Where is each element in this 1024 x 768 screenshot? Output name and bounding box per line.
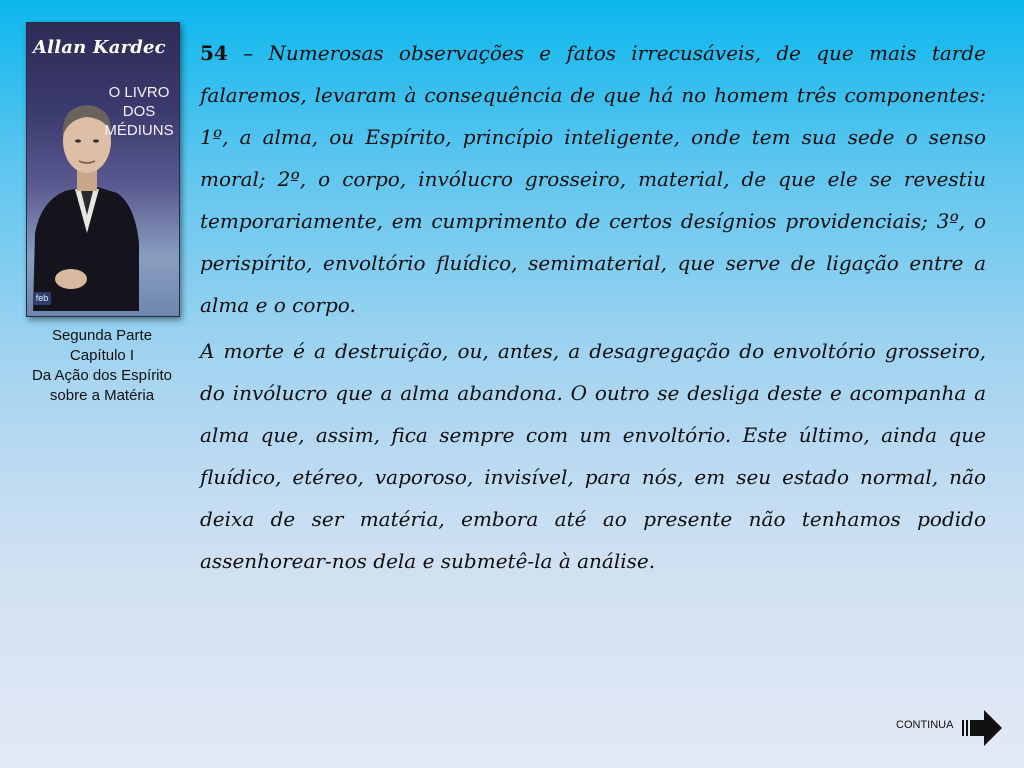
paragraph-1-text: – Numerosas observações e fatos irrecusáveis, de que mais tarde falaremos, levaram à consequência de que há no homem três componentes: 1º, a alma, ou Espírito, princípio inteligente, onde tem sua sede o senso moral; 2º, o corpo, invólucro grosseiro, material, de que ele se revestiu temporariamente, em cumprimento de certos desígnios providenciais; 3º, o perispírito, envoltório fluídico, semimaterial, que serve de ligação entre a alma e o corpo. — [200, 41, 987, 317]
paragraph-2: A morte é a destruição, ou, antes, a desagregação do envoltório grosseiro, do invólucro que a alma abandona. O outro se desliga deste e acompanha a alma que, assim, fica sempre com um envoltório. Este último, ainda que fluídico, etéreo, vaporoso, invisível, para nós, em seu estado normal, não deixa de ser matéria, embora até ao presente não tenhamos podido assenhorear-nos dela e submetê-la à análise. — [200, 339, 986, 573]
caption-title-line2: sobre a Matéria — [49, 387, 155, 404]
book-title-line: O LIVRO — [108, 84, 170, 101]
book-cover — [26, 22, 180, 317]
continue-button[interactable] — [896, 708, 1008, 748]
caption-chapter: Capítulo I — [69, 347, 135, 364]
book-author: Allan Kardec — [33, 37, 166, 58]
publisher-logo: feb — [33, 292, 51, 305]
caption-part: Segunda Parte — [51, 327, 153, 344]
chapter-caption — [12, 326, 192, 406]
book-title — [103, 83, 175, 140]
main-text — [200, 32, 986, 586]
book-title-line: MÉDIUNS — [104, 122, 174, 139]
caption-title-line1: Da Ação dos Espírito — [31, 367, 173, 384]
paragraph-1 — [200, 32, 986, 326]
book-title-line: DOS — [122, 103, 156, 120]
arrow-right-icon — [962, 708, 1004, 748]
item-number: 54 — [200, 41, 228, 65]
continue-label: CONTINUA — [896, 719, 954, 731]
